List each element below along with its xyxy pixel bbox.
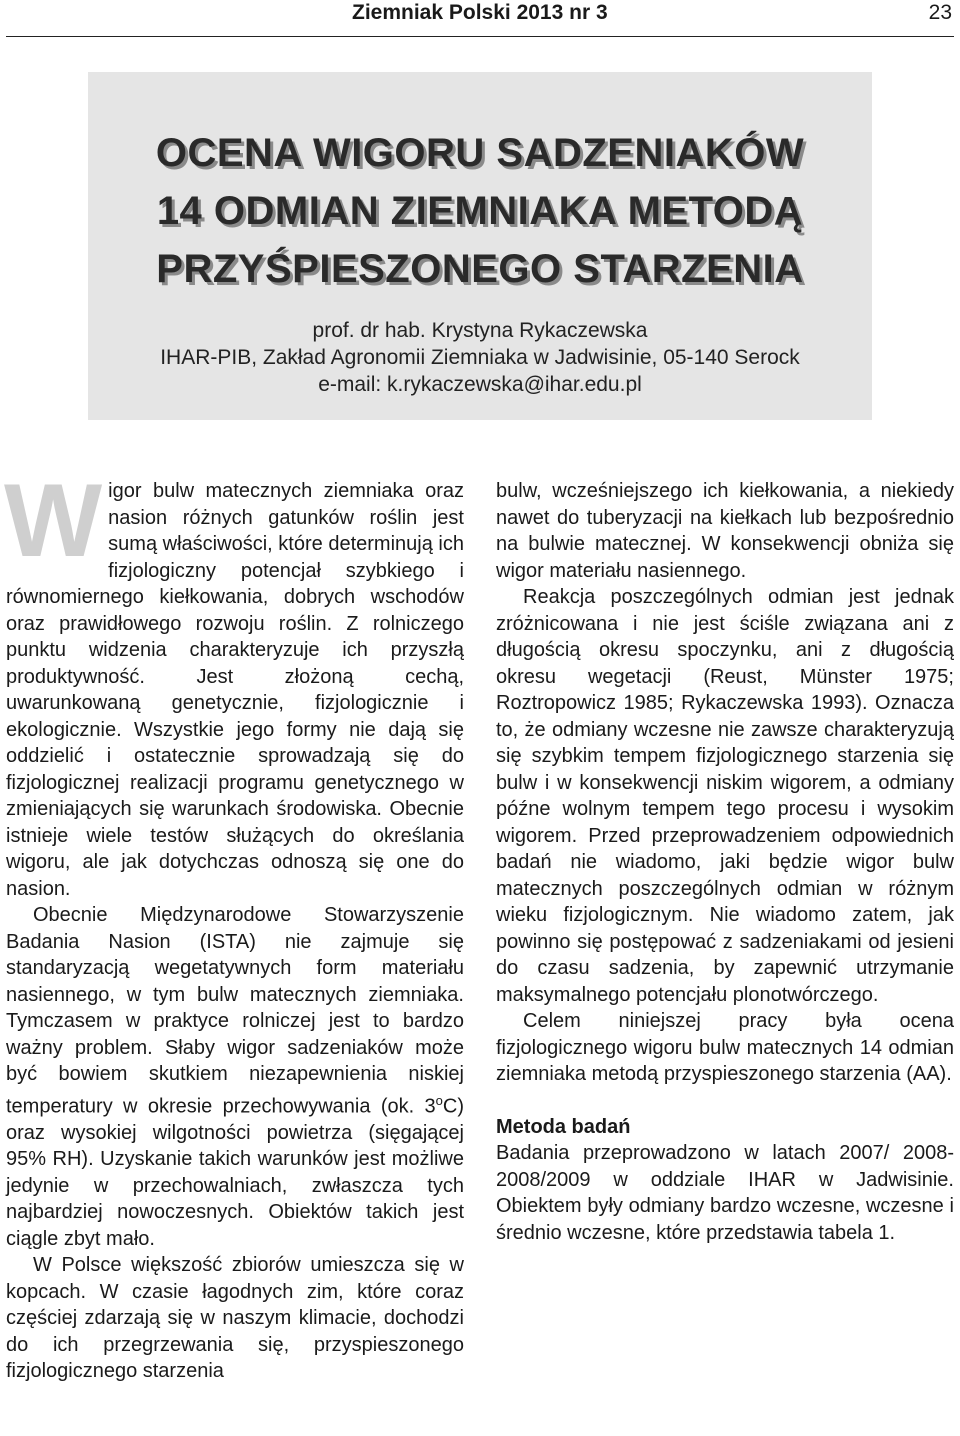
section-heading: Metoda badań: [496, 1115, 631, 1138]
left-column: [4, 463, 464, 1385]
paragraph-text: Obecnie Międzynarodowe Stowarzyszenie Badania Nasion (ISTA) nie zajmuje się standaryzacją wegetatywnych form materiału nasiennego, w tym bulw matecznych ziemniaka. Tymczasem w praktyce rolniczej jest to bardzo ważny problem. Słaby wigor sadzeniaków może być bowiem skutkiem niezapewnienia niskiej temperatury w okresie przechowywania (ok. 3: [6, 904, 464, 1118]
author-name: prof. dr hab. Krystyna Rykaczewska: [312, 319, 648, 342]
title-line-2: 14 ODMIAN ZIEMNIAKA METODĄ: [156, 189, 804, 233]
paragraph: [496, 478, 954, 584]
drop-cap: W: [4, 463, 103, 579]
degree-superscript: o: [435, 1092, 443, 1108]
page-number: 23: [928, 1, 952, 24]
paragraph: [496, 584, 954, 1008]
title-line-3: PRZYŚPIESZONEGO STARZENIA: [156, 247, 804, 291]
paragraph-text: Celem niniejszej pracy była ocena fizjologicznego wigoru bulw matecznych 14 odmian ziemniaka metodą przyspieszonego starzenia (AA).: [496, 1010, 954, 1085]
title-line-1: OCENA WIGORU SADZENIAKÓW: [155, 131, 805, 175]
paragraph-text: Reakcja poszczególnych odmian jest jednak zróżnicowana i nie jest ściśle związana ani z długością okresu spoczynku, ani z długością okresu wegetacji (Reust, Münster 1975; Roztropowicz 1985; Rykaczewska 1993). Oznacza to, że odmiany wczesne nie zawsze charakteryzują się szybkim tempem fizjologicznego starzenia się bulw i w konsekwencji niskim wigorem, a odmiany późne wolnym tempem tego procesu i wysokim wigorem. Przed przeprowadzeniem odpowiednich badań nie wiadomo, jaki będzie wigor bulw matecznych poszczególnych odmian w różnym wieku fizjologicznym. Nie wiadomo zatem, jak powinno się postępować z sadzeniakami od jesieni do czasu sadzenia, by zapewnić utrzymanie maksymalnego potencjału plonotwórczego.: [496, 586, 954, 1006]
paragraph: [496, 1008, 954, 1088]
author-affiliation: IHAR-PIB, Zakład Agronomii Ziemniaka w Jadwisinie, 05-140 Serock: [160, 346, 800, 369]
author-email[interactable]: e-mail: k.rykaczewska@ihar.edu.pl: [318, 373, 642, 396]
paragraph-text: W Polsce większość zbiorów umieszcza się w kopcach. W czasie łagodnych zim, które coraz częściej zdarzają się w naszym klimacie, dochodzi do ich przegrzewania się, przyspieszonego fizjologicznego starzenia: [6, 1254, 464, 1383]
paragraph-text: Badania przeprowadzono w latach 2007/ 2008-2008/2009 w oddziale IHAR w Jadwisinie. Obiektem były odmiany bardzo wczesne, wczesne i średnio wczesne, które przedstawia tabela 1.: [496, 1142, 954, 1244]
article-title: [88, 124, 872, 298]
page-header: [0, 0, 960, 36]
paragraph-text: igor bulw matecznych ziemniaka oraz nasion różnych gatunków roślin jest sumą właściwości, które determinują ich fizjologiczny potencjał szybkiego i równomiernego kiełkowania, dobrych wschodów oraz prawidłowego rozwoju roślin. Z rolniczego punktu widzenia charakteryzuje ich przyszłą produktywność. Jest złożoną cechą, uwarunkowaną genetycznie, fizjologicznie i ekologicznie. Wszystkie jego formy nie dają się oddzielić i ostatecznie sprowadzają się do fizjologicznej realizacji programu genetycznego w zmieniających się warunkach środowiska. Obecnie istnieje wiele testów służących do określania wigoru, ale jak dotychczas odnoszą się one do nasion.: [6, 480, 464, 900]
paragraph-text: C) oraz wysokiej wilgotności powietrza (sięgającej 95% RH). Uzyskanie takich warunków jest możliwe jedynie w przechowalniach, zwłaszcza tych najbardziej nowoczesnych. Obiektów takich jest ciągle zbyt mało.: [6, 1095, 464, 1250]
paragraph: [6, 1252, 464, 1385]
header-rule: [6, 36, 954, 37]
paragraph: [496, 1140, 954, 1246]
paragraph: [6, 902, 464, 1252]
right-column: [496, 478, 954, 1246]
title-box: [88, 72, 872, 420]
journal-title: Ziemniak Polski 2013 nr 3: [352, 1, 608, 24]
paragraph-text: bulw, wcześniejszego ich kiełkowania, a niekiedy nawet do tuberyzacji na kiełkach lub bezpośrednio na bulwie matecznej. W konsekwencji obniża się wigor materiału nasiennego.: [496, 480, 954, 582]
paragraph: [4, 463, 464, 902]
author-block: [88, 317, 872, 398]
